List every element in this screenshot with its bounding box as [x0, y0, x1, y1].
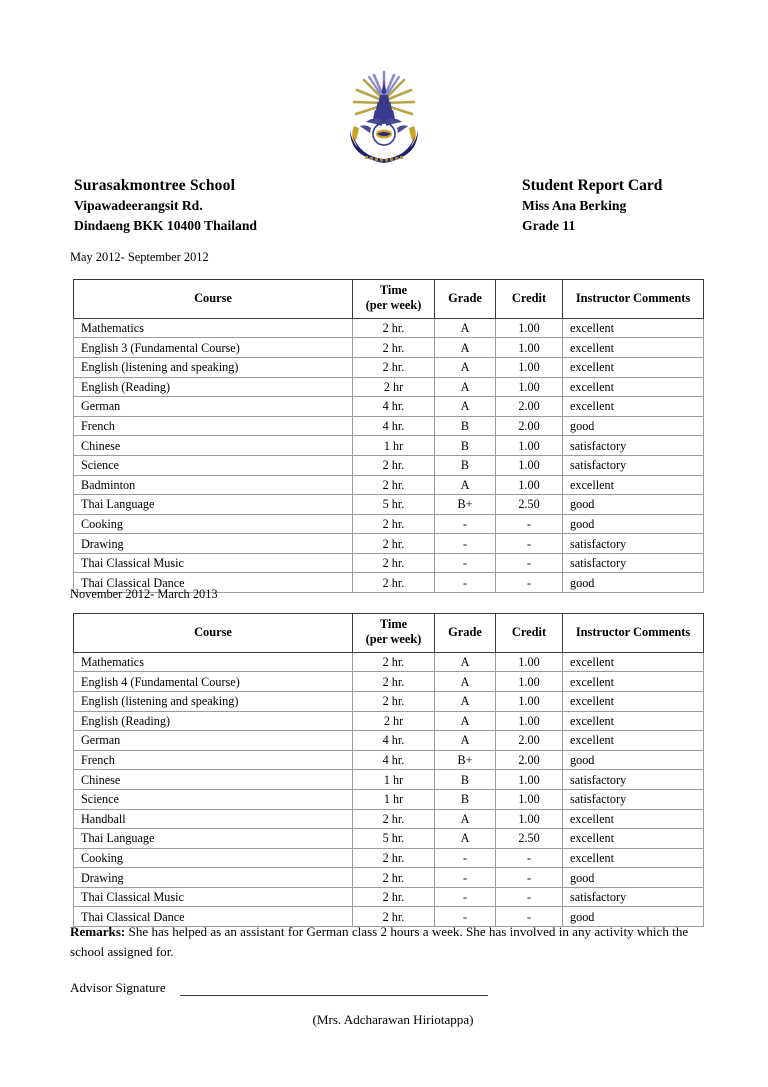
cell-comments: excellent: [563, 711, 704, 731]
table-row: [74, 809, 704, 829]
table-row: [74, 848, 704, 868]
table-row: [74, 495, 704, 515]
column-header-credit: Credit: [496, 614, 563, 653]
cell-course: English 4 (Fundamental Course): [74, 672, 353, 692]
cell-time: 2 hr.: [353, 691, 435, 711]
signature-line[interactable]: [180, 983, 488, 996]
cell-course: French: [74, 750, 353, 770]
term-1-table-body: [74, 318, 704, 592]
cell-comments: satisfactory: [563, 789, 704, 809]
cell-comments: good: [563, 416, 704, 436]
table-row: [74, 711, 704, 731]
cell-grade: A: [435, 829, 496, 849]
column-header-credit: Credit: [496, 280, 563, 319]
table-row: [74, 672, 704, 692]
cell-credit: 1.00: [496, 809, 563, 829]
cell-comments: excellent: [563, 691, 704, 711]
remarks-text: She has helped as an assistant for German class 2 hours a week. She has involved in any activity which the school assigned for.: [70, 924, 689, 959]
cell-grade: B: [435, 789, 496, 809]
cell-credit: 1.00: [496, 652, 563, 672]
cell-credit: 2.50: [496, 495, 563, 515]
cell-grade: A: [435, 357, 496, 377]
cell-time: 2 hr.: [353, 318, 435, 338]
column-header-grade: Grade: [435, 614, 496, 653]
table-row: [74, 416, 704, 436]
page-title: Student Report Card: [522, 177, 663, 194]
cell-comments: excellent: [563, 829, 704, 849]
cell-credit: 1.00: [496, 672, 563, 692]
cell-course: Thai Language: [74, 829, 353, 849]
cell-time: 1 hr: [353, 436, 435, 456]
cell-course: Thai Classical Music: [74, 553, 353, 573]
cell-credit: -: [496, 848, 563, 868]
cell-grade: A: [435, 711, 496, 731]
cell-course: English (listening and speaking): [74, 357, 353, 377]
cell-time: 2 hr.: [353, 514, 435, 534]
cell-comments: satisfactory: [563, 534, 704, 554]
column-header-grade: Grade: [435, 280, 496, 319]
cell-time: 2 hr.: [353, 475, 435, 495]
cell-course: Cooking: [74, 514, 353, 534]
column-header-time-sub: (per week): [365, 632, 422, 647]
school-address-line-1: Vipawadeerangsit Rd.: [74, 198, 203, 214]
term-2-label: November 2012- March 2013: [70, 587, 218, 601]
column-header-comments: Instructor Comments: [563, 614, 704, 653]
cell-grade: A: [435, 318, 496, 338]
cell-grade: B: [435, 770, 496, 790]
cell-grade: -: [435, 514, 496, 534]
table-row: [74, 789, 704, 809]
emblem-container: [0, 68, 768, 168]
cell-course: Science: [74, 455, 353, 475]
cell-comments: satisfactory: [563, 455, 704, 475]
cell-time: 4 hr.: [353, 731, 435, 751]
cell-time: 1 hr: [353, 770, 435, 790]
cell-time: 4 hr.: [353, 397, 435, 417]
cell-time: 2 hr.: [353, 573, 435, 593]
cell-comments: excellent: [563, 848, 704, 868]
cell-grade: B: [435, 416, 496, 436]
remarks-label: Remarks:: [70, 924, 126, 939]
cell-credit: 1.00: [496, 711, 563, 731]
column-header-time-main: Time: [379, 617, 408, 631]
column-header-comments: Instructor Comments: [563, 280, 704, 319]
cell-comments: excellent: [563, 357, 704, 377]
cell-course: Chinese: [74, 436, 353, 456]
cell-time: 4 hr.: [353, 750, 435, 770]
term-1-label: May 2012- September 2012: [70, 250, 209, 264]
cell-credit: 2.50: [496, 829, 563, 849]
cell-course: Mathematics: [74, 652, 353, 672]
cell-time: 2 hr: [353, 711, 435, 731]
cell-grade: A: [435, 397, 496, 417]
cell-time: 1 hr: [353, 789, 435, 809]
cell-time: 4 hr.: [353, 416, 435, 436]
student-info: [522, 176, 662, 235]
cell-time: 2 hr.: [353, 357, 435, 377]
signature-section: [70, 980, 670, 996]
cell-grade: A: [435, 338, 496, 358]
table-row: [74, 338, 704, 358]
table-header-row: [74, 614, 704, 653]
cell-grade: A: [435, 809, 496, 829]
cell-course: English (Reading): [74, 377, 353, 397]
cell-grade: A: [435, 475, 496, 495]
table-row: [74, 829, 704, 849]
cell-course: French: [74, 416, 353, 436]
cell-course: German: [74, 731, 353, 751]
cell-course: Thai Language: [74, 495, 353, 515]
cell-credit: 1.00: [496, 691, 563, 711]
table-row: [74, 770, 704, 790]
cell-comments: satisfactory: [563, 553, 704, 573]
cell-time: 2 hr.: [353, 907, 435, 927]
cell-comments: excellent: [563, 338, 704, 358]
cell-course: Mathematics: [74, 318, 353, 338]
cell-time: 2 hr.: [353, 652, 435, 672]
cell-grade: -: [435, 887, 496, 907]
cell-course: Cooking: [74, 848, 353, 868]
cell-time: 2 hr.: [353, 887, 435, 907]
cell-time: 2 hr.: [353, 338, 435, 358]
cell-credit: 1.00: [496, 357, 563, 377]
cell-course: Handball: [74, 809, 353, 829]
cell-grade: A: [435, 672, 496, 692]
cell-time: 2 hr.: [353, 868, 435, 888]
cell-credit: 2.00: [496, 750, 563, 770]
table-row: [74, 377, 704, 397]
cell-credit: 1.00: [496, 436, 563, 456]
cell-credit: 1.00: [496, 475, 563, 495]
cell-grade: -: [435, 534, 496, 554]
student-name: Miss Ana Berking: [522, 198, 627, 214]
cell-course: Thai Classical Dance: [74, 573, 353, 593]
cell-grade: -: [435, 868, 496, 888]
school-name: Surasakmontree School: [74, 177, 236, 194]
table-row: [74, 534, 704, 554]
cell-comments: good: [563, 514, 704, 534]
cell-grade: B+: [435, 495, 496, 515]
school-address-line-2: Dindaeng BKK 10400 Thailand: [74, 217, 257, 233]
cell-course: Drawing: [74, 534, 353, 554]
cell-time: 2 hr.: [353, 534, 435, 554]
cell-comments: excellent: [563, 475, 704, 495]
cell-comments: satisfactory: [563, 436, 704, 456]
column-header-time-main: Time: [379, 283, 408, 297]
cell-course: Badminton: [74, 475, 353, 495]
column-header-course: Course: [74, 280, 353, 319]
term-1-grade-table: [73, 279, 704, 593]
cell-course: Thai Classical Dance: [74, 907, 353, 927]
cell-grade: B+: [435, 750, 496, 770]
table-row: [74, 731, 704, 751]
cell-grade: -: [435, 907, 496, 927]
cell-course: German: [74, 397, 353, 417]
signature-label: Advisor Signature: [70, 980, 166, 995]
cell-comments: good: [563, 495, 704, 515]
document-header: [74, 176, 704, 235]
cell-time: 2 hr: [353, 377, 435, 397]
cell-credit: -: [496, 868, 563, 888]
cell-course: English (Reading): [74, 711, 353, 731]
cell-time: 5 hr.: [353, 829, 435, 849]
table-row: [74, 318, 704, 338]
cell-time: 2 hr.: [353, 848, 435, 868]
cell-time: 2 hr.: [353, 672, 435, 692]
cell-course: Chinese: [74, 770, 353, 790]
cell-time: 2 hr.: [353, 455, 435, 475]
table-row: [74, 397, 704, 417]
cell-grade: -: [435, 553, 496, 573]
cell-comments: excellent: [563, 318, 704, 338]
cell-grade: A: [435, 652, 496, 672]
cell-grade: A: [435, 377, 496, 397]
table-row: [74, 455, 704, 475]
cell-credit: -: [496, 887, 563, 907]
cell-credit: 1.00: [496, 377, 563, 397]
table-row: [74, 436, 704, 456]
remarks-section: [70, 922, 702, 961]
column-header-time-sub: (per week): [365, 298, 422, 313]
cell-credit: 2.00: [496, 397, 563, 417]
cell-course: English (listening and speaking): [74, 691, 353, 711]
cell-comments: excellent: [563, 731, 704, 751]
cell-comments: excellent: [563, 672, 704, 692]
term-2-table-body: [74, 652, 704, 926]
cell-time: 2 hr.: [353, 553, 435, 573]
cell-grade: B: [435, 436, 496, 456]
cell-grade: -: [435, 573, 496, 593]
cell-grade: B: [435, 455, 496, 475]
cell-course: English 3 (Fundamental Course): [74, 338, 353, 358]
column-header-time: [353, 614, 435, 653]
student-grade: Grade 11: [522, 217, 576, 233]
school-info: [74, 176, 257, 235]
cell-credit: 2.00: [496, 416, 563, 436]
cell-credit: -: [496, 553, 563, 573]
cell-credit: -: [496, 573, 563, 593]
cell-credit: -: [496, 514, 563, 534]
term-2-grade-table: [73, 613, 704, 927]
cell-comments: good: [563, 868, 704, 888]
table-row: [74, 750, 704, 770]
table-row: [74, 553, 704, 573]
cell-time: 5 hr.: [353, 495, 435, 515]
cell-comments: good: [563, 573, 704, 593]
cell-credit: 1.00: [496, 338, 563, 358]
table-row: [74, 357, 704, 377]
table-row: [74, 887, 704, 907]
cell-comments: satisfactory: [563, 770, 704, 790]
cell-credit: 2.00: [496, 731, 563, 751]
cell-credit: -: [496, 907, 563, 927]
cell-comments: excellent: [563, 809, 704, 829]
cell-time: 2 hr.: [353, 809, 435, 829]
cell-comments: good: [563, 750, 704, 770]
cell-course: Science: [74, 789, 353, 809]
cell-grade: A: [435, 691, 496, 711]
cell-credit: 1.00: [496, 770, 563, 790]
cell-course: Thai Classical Music: [74, 887, 353, 907]
column-header-time: [353, 280, 435, 319]
cell-comments: excellent: [563, 397, 704, 417]
cell-comments: excellent: [563, 652, 704, 672]
cell-credit: 1.00: [496, 789, 563, 809]
table-row: [74, 652, 704, 672]
table-row: [74, 868, 704, 888]
cell-comments: satisfactory: [563, 887, 704, 907]
cell-grade: -: [435, 848, 496, 868]
cell-credit: 1.00: [496, 318, 563, 338]
advisor-name: (Mrs. Adcharawan Hiriotappa): [312, 1012, 474, 1027]
cell-grade: A: [435, 731, 496, 751]
school-emblem-icon: [336, 68, 432, 168]
column-header-course: Course: [74, 614, 353, 653]
advisor-name-container: [0, 1012, 768, 1028]
table-header-row: [74, 280, 704, 319]
cell-credit: 1.00: [496, 455, 563, 475]
cell-comments: good: [563, 907, 704, 927]
cell-credit: -: [496, 534, 563, 554]
cell-course: Drawing: [74, 868, 353, 888]
cell-comments: excellent: [563, 377, 704, 397]
table-row: [74, 691, 704, 711]
table-row: [74, 475, 704, 495]
table-row: [74, 514, 704, 534]
